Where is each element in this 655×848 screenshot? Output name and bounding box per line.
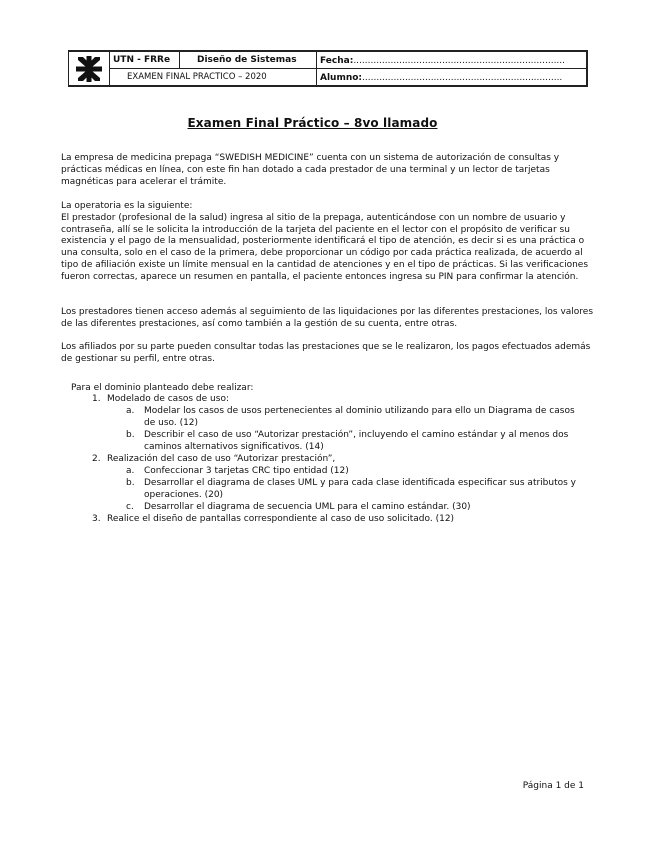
subtask-letter: b. — [126, 430, 135, 440]
utn-logo-icon — [76, 56, 102, 82]
task-1b: Describir el caso de uso “Autorizar prestación”, incluyendo el camino estándar y al menos dos caminos alternativos significativos. (14) — [144, 430, 569, 452]
subtask-letter: a. — [126, 406, 135, 416]
task-number: 3. — [92, 514, 101, 524]
task-2c: Desarrollar el diagrama de secuencia UML para el camino estándar. (30) — [144, 502, 471, 512]
exam-header — [68, 50, 588, 87]
exam-name: EXAMEN FINAL PRACTICO – 2020 — [127, 72, 267, 82]
subject: Diseño de Sistemas — [197, 55, 297, 65]
task-number: 1. — [92, 394, 101, 404]
fecha-field — [320, 53, 565, 69]
afiliados-paragraph: Los afiliados por su parte pueden consultar todas las prestaciones que se le realizaron, los pagos efectuados además de gestionar su perfil, entre otras. — [61, 342, 591, 364]
task-intro: Para el dominio planteado debe realizar: — [71, 383, 254, 393]
fecha-blank: .......................................................................... — [353, 56, 566, 66]
task-2b: Desarrollar el diagrama de clases UML y para cada clase identificada especificar sus atributos y operaciones. (20) — [144, 478, 577, 500]
intro-paragraph: La empresa de medicina prepaga “SWEDISH MEDICINE” cuenta con un sistema de autorización de consultas y prácticas médicas en línea, con este fin han dotado a cada prestador de una terminal y un lector de tarjetas magnéticas para acelerar el trámite. — [61, 153, 560, 187]
institution: UTN - FRRe — [113, 55, 171, 65]
task-2: Realización del caso de uso “Autorizar prestación”, — [107, 454, 336, 464]
operatoria-section — [61, 201, 599, 284]
prestadores-paragraph: Los prestadores tienen acceso además al seguimiento de las liquidaciones por las diferentes prestaciones, los valores de las diferentes prestaciones, así como también a la gestión de su cuenta, entre otras. — [61, 307, 594, 329]
operatoria-body: El prestador (profesional de la salud) ingresa al sitio de la prepaga, autenticándose con un nombre de usuario y contraseña, allí se le solicita la introducción de la tarjeta del paciente en el lector con el propósito de verificar su existencia y el pago de la mensualidad, posteriormente identificará el tipo de atención, es decir si es una práctica o una consulta, solo en el caso de la primera, debe proporcionar un código por cada práctica realizada, de acuerdo al tipo de afiliación existe un límite mensual en la cantidad de atenciones y en el tipo de prácticas. Si las verificaciones fueron correctas, aparece un resumen en pantalla, el paciente entonces ingresa su PIN para confirmar la atención. — [61, 212, 589, 282]
task-number: 2. — [92, 454, 101, 464]
page-title: Examen Final Práctico – 8vo llamado — [187, 116, 438, 130]
subtask-letter: a. — [126, 466, 135, 476]
task-2a: Confeccionar 3 tarjetas CRC tipo entidad (12) — [144, 466, 349, 476]
subtask-letter: b. — [126, 478, 135, 488]
fecha-label: Fecha: — [320, 56, 354, 66]
alumno-blank: ...................................................................... — [362, 73, 563, 83]
utn-logo — [69, 52, 110, 85]
page-number: Página 1 de 1 — [522, 781, 584, 791]
alumno-field — [320, 70, 562, 86]
task-1: Modelado de casos de uso: — [107, 394, 229, 404]
task-1a: Modelar los casos de usos pertenecientes al dominio utilizando para ello un Diagrama de casos de uso. (12) — [144, 406, 575, 428]
operatoria-heading: La operatoria es la siguiente: — [61, 201, 193, 211]
alumno-label: Alumno: — [320, 73, 363, 83]
subtask-letter: c. — [126, 502, 134, 512]
task-3: Realice el diseño de pantallas correspondiente al caso de uso solicitado. (12) — [107, 514, 455, 524]
